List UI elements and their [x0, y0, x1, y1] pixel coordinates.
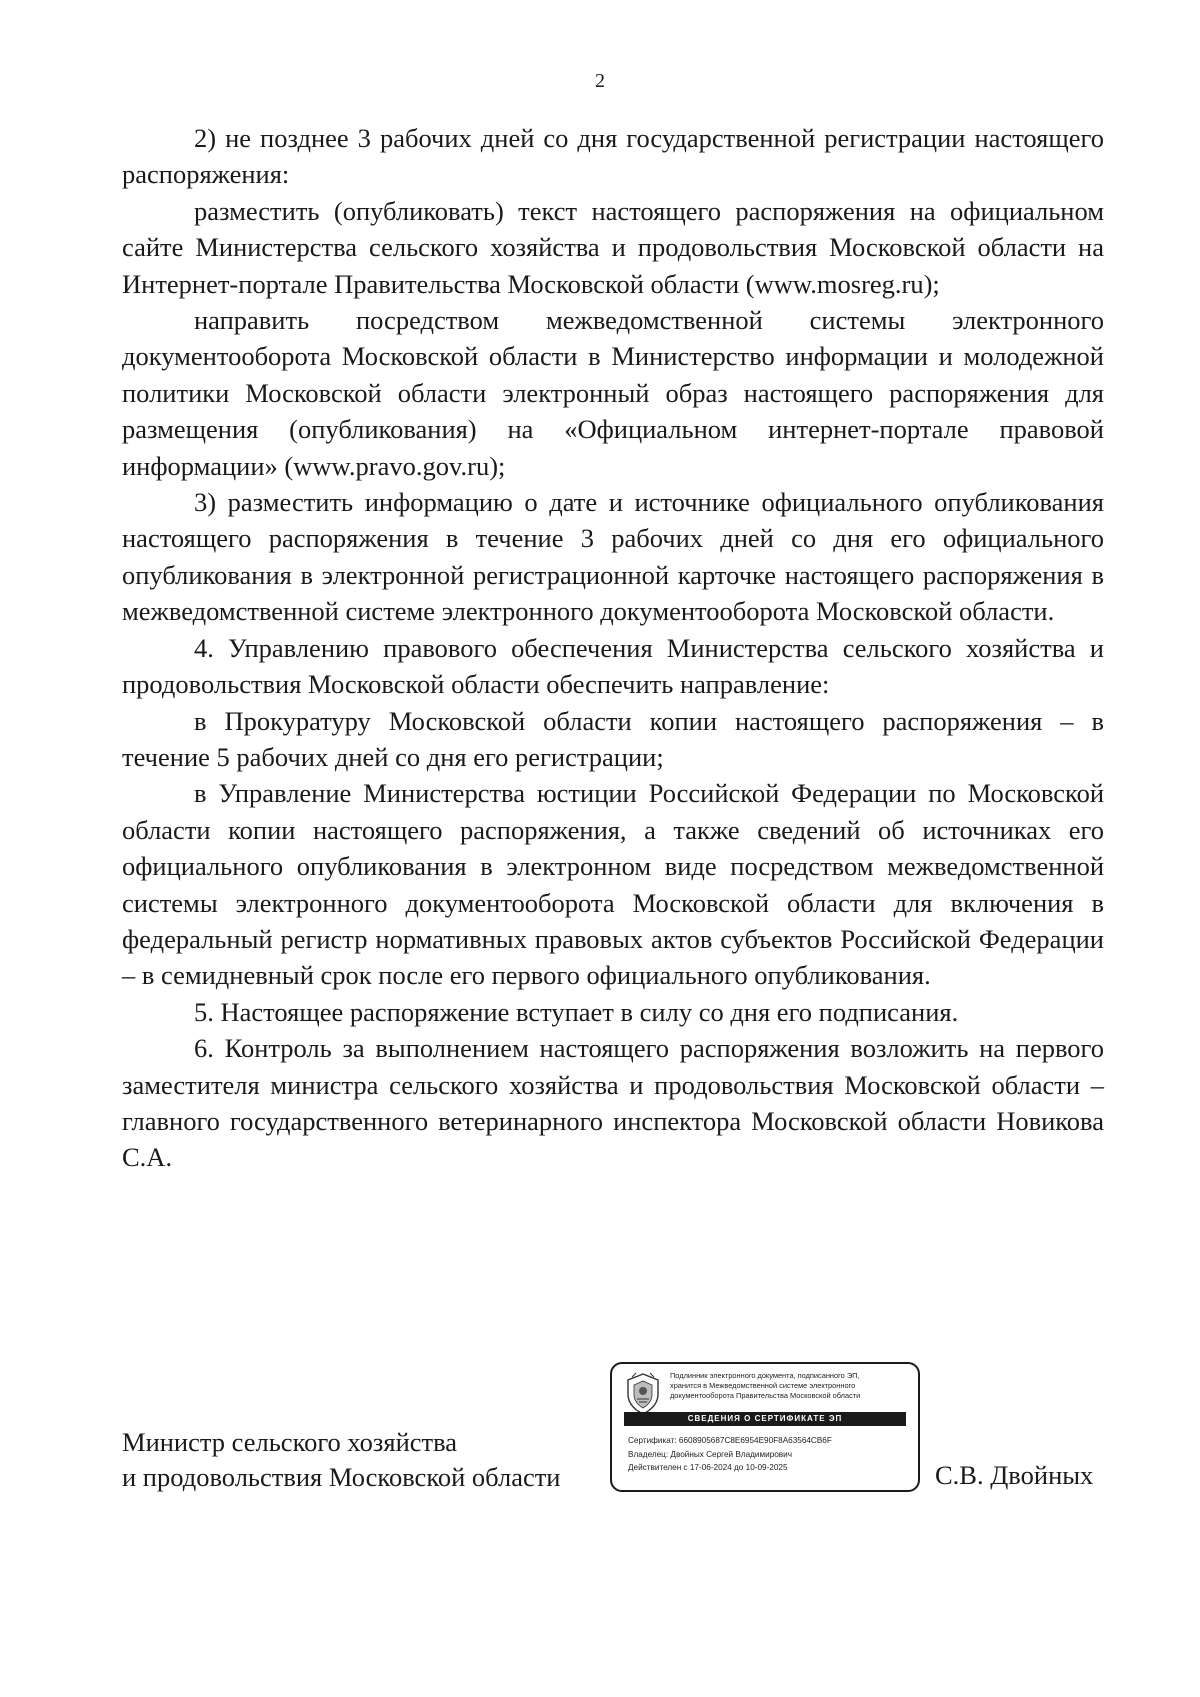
- stamp-notice-line: документооборота Правительства Московской области: [670, 1391, 861, 1400]
- certificate-validity: Действителен с 17-06-2024 до 10-09-2025: [628, 1463, 788, 1472]
- paragraph: в Прокуратуру Московской области копии настоящего распоряжения – в течение 5 рабочих дней со дня его регистрации;: [122, 705, 1104, 772]
- stamp-header: СВЕДЕНИЯ О СЕРТИФИКАТЕ ЭП: [624, 1412, 906, 1426]
- paragraph: 5. Настоящее распоряжение вступает в силу со дня его подписания.: [194, 996, 959, 1027]
- paragraph: 2) не позднее 3 рабочих дней со дня государственной регистрации настоящего распоряжения:: [122, 123, 1104, 190]
- paragraph: в Управление Министерства юстиции Российской Федерации по Московской области копии настоящего распоряжения, а также сведений об источниках его официального опубликования в электронном виде посредством межведомственной системы электронного документооборота Московской области для включения в федеральный регистр нормативных правовых актов субъектов Российской Федерации – в семидневный срок после его первого официального опубликования.: [122, 778, 1104, 991]
- paragraph: 6. Контроль за выполнением настоящего распоряжения возложить на первого заместителя министра сельского хозяйства и продовольствия Московской области – главного государственного ветеринарного инспектора Московской области Новикова С.А.: [122, 1033, 1104, 1173]
- paragraph: направить посредством межведомственной системы электронного документооборота Московской области в Министерство информации и молодежной политики Московской области электронный образ настоящего распоряжения для размещения (опубликования) на «Официальном интернет-портале правовой информации» (www.pravo.gov.ru);: [122, 305, 1104, 481]
- signer-name: С.В. Двойных: [935, 1460, 1094, 1490]
- signer-position: [122, 1425, 561, 1495]
- stamp-notice-line: Подлинник электронного документа, подписанного ЭП,: [670, 1371, 860, 1380]
- paragraph: разместить (опубликовать) текст настоящего распоряжения на официальном сайте Министерства сельского хозяйства и продовольствия Московской области на Интернет-портале Правительства Московской области (www.mosreg.ru);: [122, 195, 1104, 299]
- page-number: 2: [595, 70, 605, 92]
- paragraph: 4. Управлению правового обеспечения Министерства сельского хозяйства и продовольствия Московской области обеспечить направление:: [122, 632, 1104, 700]
- certificate-details: [628, 1434, 913, 1475]
- signer-position-line: и продовольствия Московской области: [122, 1462, 561, 1492]
- signer-position-line: Министр сельского хозяйства: [122, 1427, 458, 1457]
- document-body: [122, 120, 1104, 1176]
- certificate-number: Сертификат: 6608905687C8E6954E90F8A63564CB6F: [628, 1436, 832, 1445]
- paragraph: 3) разместить информацию о дате и источнике официального опубликования настоящего распоряжения в течение 3 рабочих дней со дня его официального опубликования в электронной регистрационной карточке настоящего распоряжения в межведомственной системе электронного документооборота Московской области.: [122, 487, 1104, 627]
- coat-of-arms-icon: [624, 1372, 662, 1416]
- electronic-signature-stamp: [610, 1362, 920, 1492]
- stamp-notice-line: хранится в Межведомственной системе электронного: [670, 1381, 856, 1390]
- certificate-owner: Владелец: Двойных Сергей Владимирович: [628, 1449, 792, 1459]
- stamp-notice: [670, 1371, 915, 1401]
